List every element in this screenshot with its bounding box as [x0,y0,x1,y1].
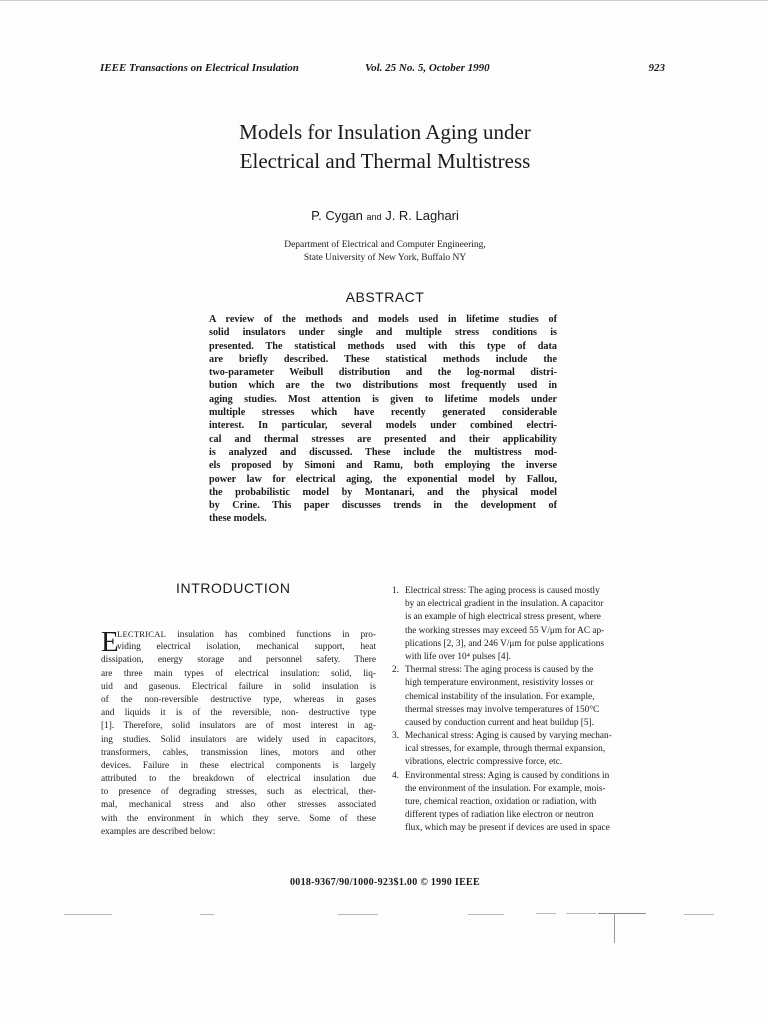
affiliation-line: State University of New York, Buffalo NY [303,253,467,263]
list-item-line: by an electrical gradient in the insulation. A capacitor [405,599,604,610]
paragraph-line: viding electrical isolation, mechanical support, heat [117,642,376,653]
author-list [150,208,620,223]
paragraph-line: dissipation, energy storage and personnel safety. There [101,655,376,666]
paragraph-line [101,628,376,641]
drop-cap: E [101,626,119,658]
abstract-line: interest. In particular, several models under combined electri- [209,420,557,432]
author-name: P. Cygan [311,208,363,223]
list-item-line: ture, chemical reaction, oxidation or radiation, with [405,797,597,807]
paragraph-line: [1]. Therefore, solid insulators are of most interest in ag- [101,721,376,732]
abstract-line: els proposed by Simoni and Ramu, both employing the inverse [209,460,557,472]
paragraph-line: and liquids it is of the reversible, non- destructive type [101,708,376,719]
scan-artifact-line [684,914,714,915]
scan-artifact-line [598,913,646,914]
list-item-line: chemical instability of the insulation. For example, [405,691,595,702]
scan-artifact-mark [614,913,615,943]
paragraph-line: devices. Failure in these electrical components is largely [101,760,376,771]
list-item [392,770,664,836]
paragraph-line: attributed to the breakdown of electrical insulation due [101,774,376,785]
paragraph-line-text: insulation has combined functions in pro- [177,630,376,640]
list-item-number: 1. [392,586,399,596]
list-item-line: different types of radiation like electron or neutron [405,810,594,821]
list-item-line: ical stresses, for example, through thermal expansion, [405,744,606,755]
abstract-line: multiple stresses which have recently generated considerable [209,407,557,419]
paragraph-line: of the non-reversible destructive type, whereas in gases [101,694,376,705]
list-item-line: flux, which may be present if devices are used in space [405,823,610,834]
scan-artifact-line [200,914,214,915]
list-item-line: thermal stresses may involve temperatures of 150°C [405,704,600,715]
list-item-line: is an example of high electrical stress present, where [405,612,601,623]
paragraph-line: ing studies. Solid insulators are widely used in capacitors, [101,734,376,745]
list-item-line: Electrical stress: The aging process is caused mostly [405,586,600,596]
journal-name: IEEE Transactions on Electrical Insulation [100,62,299,74]
paragraph-line: with the environment in which they serve. Some of these [101,813,376,824]
first-word-small-caps: LECTRICAL [117,629,167,639]
scan-artifact-line [536,913,556,914]
author-name: J. R. Laghari [385,208,459,223]
page-top-edge [0,0,768,1]
running-header [100,62,665,78]
list-item-line: caused by conduction current and heat buildup [5]. [405,717,594,728]
introduction-paragraph [101,628,376,839]
paragraph-line: are three main types of electrical insulation: solid, liq- [101,668,376,679]
list-item [392,585,664,664]
list-item [392,664,664,730]
list-item-line: plications [2, 3], and 246 V/μm for pulse applications [405,638,604,649]
list-item-number: 2. [392,665,399,676]
paragraph-line: examples are described below: [101,826,216,837]
abstract-line: aging studies. Most attention is given to lifetime models under [209,393,557,405]
abstract-heading: ABSTRACT [345,289,425,305]
affiliation-line: Department of Electrical and Computer Engineering, [284,240,486,250]
list-item-line: the working stresses may exceed 55 V/μm for AC ap- [405,625,605,636]
list-item [392,730,664,770]
abstract-line: bution which are the two distributions most frequently used in [209,380,557,392]
list-item-line: high temperature environment, resistivity losses or [405,678,594,689]
list-item-line: the environment of the insulation. For example, mois- [405,783,606,794]
abstract-line: the probabilistic model by Montanari, and the physical model [209,486,557,498]
list-item-line: Mechanical stress: Aging is caused by varying mechan- [405,731,612,742]
abstract-line: are briefly described. These statistical methods include the [209,353,557,365]
abstract-line: by Crine. This paper discusses trends in the development of [209,500,557,512]
abstract-line: power law for electrical aging, the exponential model by Fallou, [209,473,557,485]
list-item-line: Thermal stress: The aging process is caused by the [405,665,594,676]
author-conjunction: and [366,212,382,222]
list-item-line: Environmental stress: Aging is caused by conditions in [405,770,610,781]
paper-title [150,118,620,176]
affiliation [150,239,620,265]
page-number: 923 [648,62,665,74]
scan-artifact-line [468,914,504,915]
scan-artifact-line [566,913,596,914]
list-item-line: with life over 10⁴ pulses [4]. [405,651,512,662]
abstract-line: these models. [209,513,267,525]
abstract-body [209,313,557,526]
abstract-line: is analyzed and discussed. These include the multistress mod- [209,446,557,458]
list-item-line: vibrations, electric compressive force, etc. [405,757,563,768]
copyright-footer: 0018-9367/90/1000-923$1.00 © 1990 IEEE [290,877,480,888]
paragraph-line: mal, mechanical stress and also other stresses associated [101,800,376,811]
stress-types-list [392,585,664,836]
section-heading-introduction: INTRODUCTION [176,580,291,596]
scan-artifact-line [64,914,112,915]
list-item-number: 3. [392,731,399,742]
abstract-line: A review of the methods and models used in lifetime studies of [209,314,557,325]
list-item-number: 4. [392,770,399,781]
title-line: Models for Insulation Aging under [239,120,531,144]
abstract-line: presented. The statistical methods used with this type of data [209,340,557,352]
title-line: Electrical and Thermal Multistress [239,149,531,173]
paragraph-line: to presence of degrading stresses, such as electrical, ther- [101,787,376,798]
abstract-line: solid insulators under single and multiple stress conditions is [209,327,557,339]
paragraph-line: uid and gaseous. Electrical failure in solid insulation is [101,681,376,692]
scan-artifact-line [338,914,378,915]
issue-info: Vol. 25 No. 5, October 1990 [365,62,490,74]
abstract-line: cal and thermal stresses are presented and their applicability [209,433,557,445]
abstract-line: two-parameter Weibull distribution and the log-normal distri- [209,367,557,379]
paragraph-line: transformers, cables, transmission lines, motors and other [101,747,376,758]
